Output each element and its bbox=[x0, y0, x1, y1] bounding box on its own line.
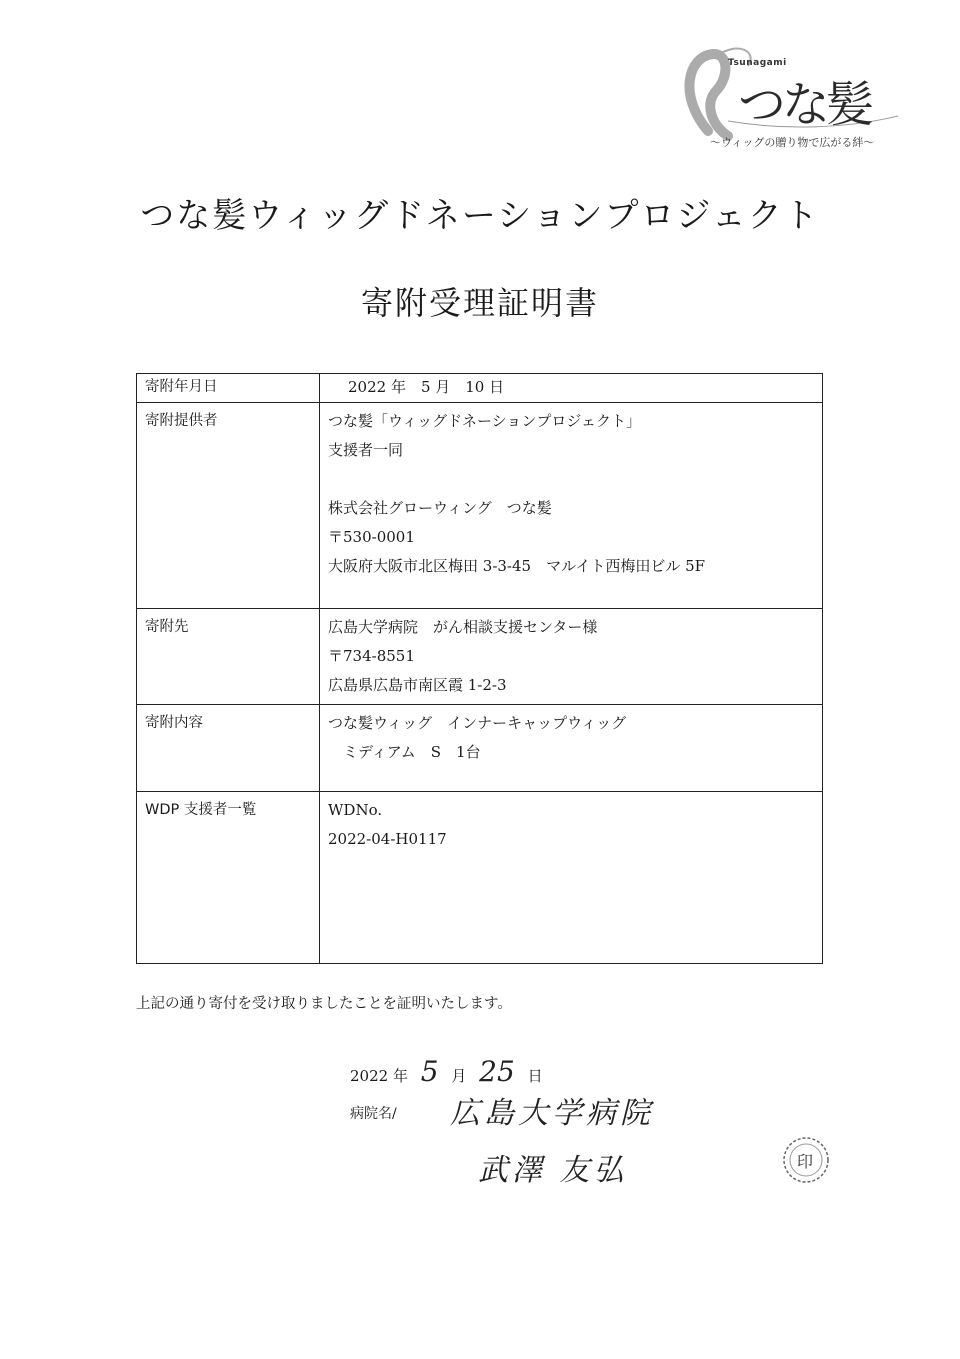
supporters-value bbox=[320, 792, 823, 964]
signatory-handwritten: 武澤 友弘 bbox=[478, 1153, 628, 1188]
content-value bbox=[320, 705, 823, 792]
recipient-line: 広島大学病院 がん相談支援センター様 bbox=[328, 618, 598, 636]
date-day-handwritten: 25 bbox=[479, 1055, 515, 1088]
logo-romaji: Tsunagami bbox=[728, 58, 787, 68]
table-row-content bbox=[137, 705, 823, 792]
donation-table bbox=[136, 373, 823, 964]
content-line: ミディアム S 1台 bbox=[328, 743, 481, 761]
date-month-unit: 月 bbox=[451, 1067, 467, 1085]
supporters-line: 2022-04-H0117 bbox=[328, 830, 447, 848]
supporters-label: WDP 支援者一覧 bbox=[137, 792, 320, 964]
provider-line: つな髪「ウィッグドネーションプロジェクト」 bbox=[328, 412, 642, 430]
date-year: 2022 年 bbox=[350, 1067, 408, 1085]
provider-line: 支援者一同 bbox=[328, 441, 404, 459]
provider-label: 寄附提供者 bbox=[137, 403, 320, 609]
date-label: 寄附年月日 bbox=[137, 374, 320, 403]
content-label: 寄附内容 bbox=[137, 705, 320, 792]
project-title: つな髪ウィッグドネーションプロジェクト bbox=[140, 196, 820, 236]
provider-line: 大阪府大阪市北区梅田 3-3-45 マルイト西梅田ビル 5F bbox=[328, 557, 706, 575]
provider-line: 〒530-0001 bbox=[328, 528, 415, 546]
date-value: 2022 年 5 月 10 日 bbox=[320, 374, 823, 403]
hospital-name-label: 病院名/ bbox=[350, 1106, 397, 1122]
recipient-line: 広島県広島市南区霞 1-2-3 bbox=[328, 676, 507, 694]
recipient-value bbox=[320, 609, 823, 705]
recipient-label: 寄附先 bbox=[137, 609, 320, 705]
date-day-unit: 日 bbox=[527, 1067, 543, 1085]
provider-spacer bbox=[328, 465, 814, 494]
seal-text: 印 bbox=[797, 1152, 814, 1171]
supporters-line: WDNo. bbox=[328, 801, 383, 819]
certificate-title: 寄附受理証明書 bbox=[360, 284, 599, 322]
table-row-recipient bbox=[137, 609, 823, 705]
table-row-provider bbox=[137, 403, 823, 609]
certification-statement: 上記の通り寄付を受け取りましたことを証明いたします。 bbox=[136, 996, 512, 1012]
personal-seal-stamp bbox=[776, 1130, 836, 1190]
logo-tagline: ～ウィッグの贈り物で広がる絆～ bbox=[710, 136, 875, 149]
tsunagami-logo bbox=[668, 36, 908, 156]
table-row-supporters bbox=[137, 792, 823, 964]
logo-wordmark: つな髪 bbox=[738, 77, 871, 133]
hospital-name-handwritten: 広島大学病院 bbox=[450, 1096, 654, 1131]
provider-value bbox=[320, 403, 823, 609]
content-line: つな髪ウィッグ インナーキャップウィッグ bbox=[328, 714, 627, 732]
recipient-line: 〒734-8551 bbox=[328, 647, 415, 665]
provider-line: 株式会社グローウィング つな髪 bbox=[328, 499, 552, 517]
certification-date bbox=[350, 1055, 543, 1088]
table-row-date bbox=[137, 374, 823, 403]
date-month-handwritten: 5 bbox=[420, 1055, 439, 1088]
